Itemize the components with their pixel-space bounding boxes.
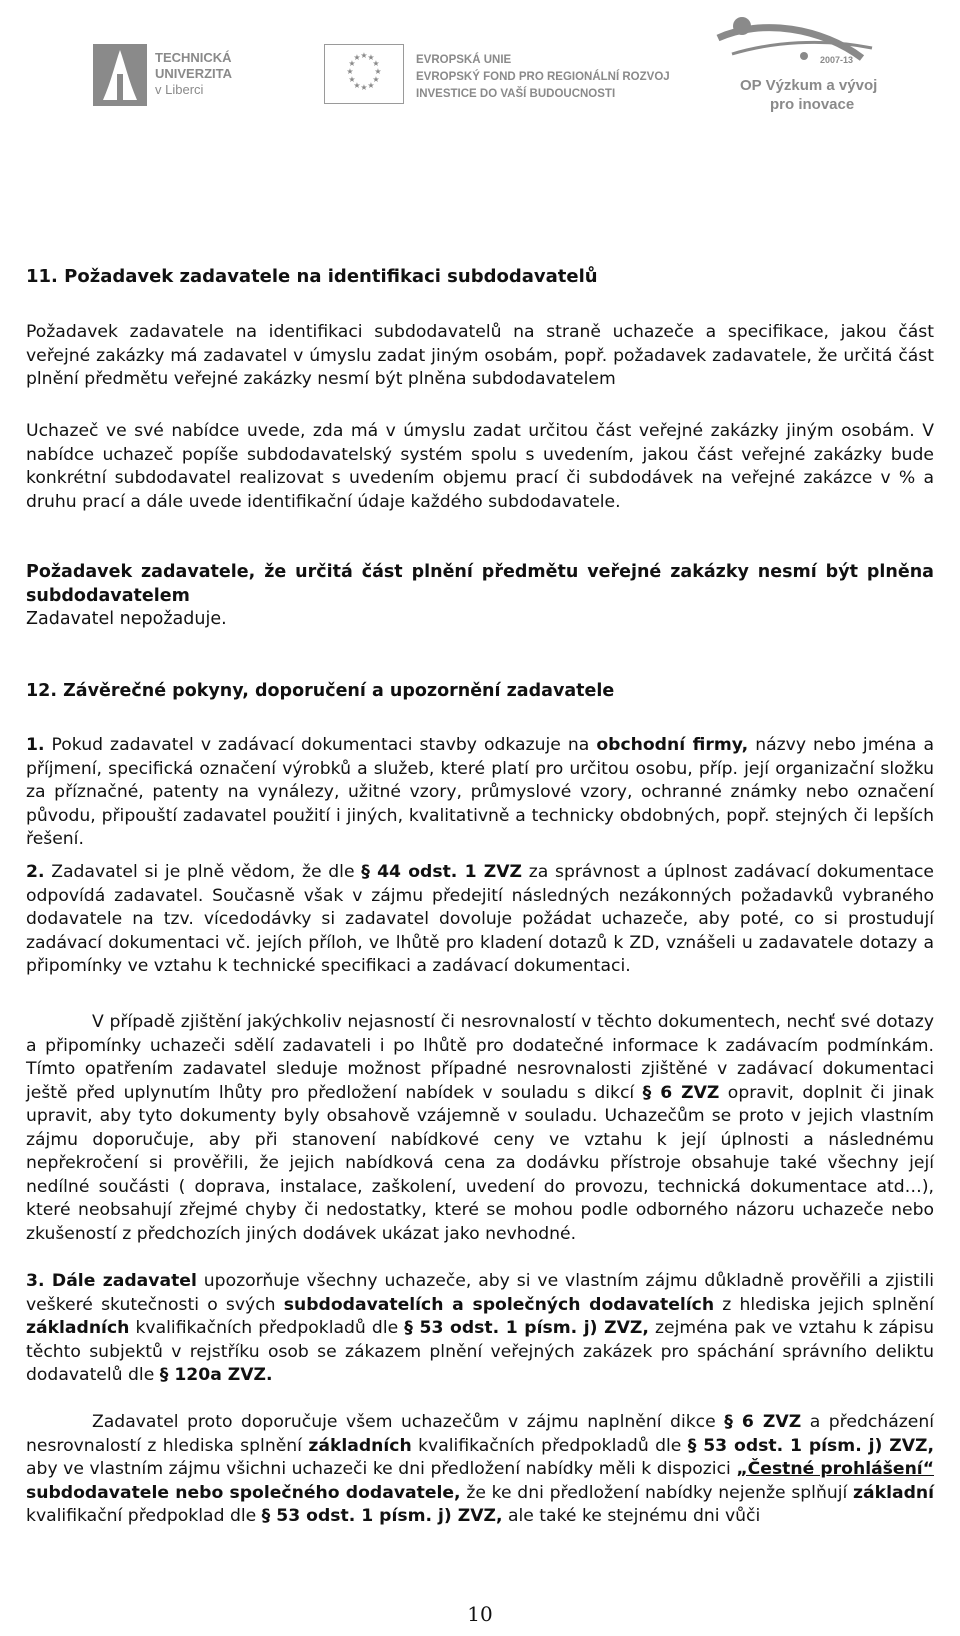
item-1-text-a: Pokud zadavatel v zadávací dokumentaci stavby odkazuje na: [44, 735, 597, 755]
para-4-bold-6: § 53 odst. 1 písm. j) ZVZ,: [261, 1506, 503, 1526]
para-4-bold-2: základních: [308, 1435, 412, 1456]
tul-line1: TECHNICKÁ: [155, 50, 232, 65]
svg-text:★: ★: [360, 51, 368, 60]
item-3-bold-0: Dále zadavatel: [44, 1271, 197, 1291]
item-2-number: 2.: [26, 862, 45, 882]
eu-logo-text: [416, 52, 670, 103]
svg-text:★: ★: [367, 53, 375, 62]
para-4-bold-4: subdodavatele nebo společného dodavatele,: [26, 1482, 461, 1503]
svg-text:★: ★: [353, 81, 361, 90]
para-4-text-c: kvalifikačních předpokladů dle: [411, 1435, 688, 1456]
op-line2: pro inovace: [770, 96, 855, 113]
para-4-text-b: a předcházení nesrovnalostí z hlediska splnění: [26, 1412, 934, 1456]
svg-text:★: ★: [348, 59, 356, 68]
item-3-bold-2: základních: [26, 1318, 130, 1338]
subcontractor-requirement-heading: Požadavek zadavatele, že určitá část plnění předmětu veřejné zakázky nesmí být plněna subdodavatelem: [26, 562, 934, 606]
svg-text:★: ★: [346, 67, 354, 76]
eu-flag-icon: [324, 44, 404, 104]
para-4-text-e: že ke dni předložení nabídky nejenže splňují: [460, 1482, 854, 1503]
para-3-text-a: V případě zjištění jakýchkoliv nejasností či nesrovnalostí v těchto dokumentech, nechť své dotazy a připomínky uchazeči sdělí zadavateli i po lhůtě pro dodatečné informace k zadávacím podmínkám. Tímto opatřením zadavatel sleduje možnost případné nesrovnalosti zjištěné v zadávací dokumentaci ještě před uplynutím lhůty pro předložení nabídek v souladu s dikcí: [26, 1012, 934, 1103]
op-orbit-icon: [712, 8, 892, 78]
item-2-text-b: za správnost a úplnost zadávací dokumentace odpovídá zadavatel. Současně však v zájmu předejití následných nezákonných požadavků vybraného dodavatele na tzv. vícedodávky si zadavatel dovoluje požádat uchazeče, aby poté, co si prostudují zadávací dokumentaci vč. jejích příloh, ve lhůtě pro kladení dotazů k ZD, vznášeli u zadavatele dotazy a připomínky ve vztahu k technické specifikaci a zadávací dokumentaci.: [26, 862, 934, 976]
svg-text:★: ★: [374, 67, 382, 76]
instruction-paragraph-4: [26, 1411, 934, 1529]
svg-text:★: ★: [353, 53, 361, 62]
para-4-bold-3: § 53 odst. 1 písm. j) ZVZ,: [687, 1435, 935, 1456]
op-logo-text: [740, 76, 877, 114]
op-years: 2007-13: [820, 55, 854, 65]
para-4-text-d: aby ve vlastním zájmu všichni uchazeči ke dni předložení nabídky měli k dispozici: [26, 1459, 737, 1479]
para-4-text-f: kvalifikační předpoklad dle: [26, 1506, 262, 1526]
svg-text:★: ★: [367, 81, 375, 90]
para-3-text-b: opravit, doplnit či jinak upravit, aby tyto dokumenty byly obsahově vzájemně v souladu. Uchazečům se proto v jejich vlastním zájmu doporučuje, aby při stanovení nabídkové ceny ve vztahu k její úplnosti a následnému nepřekročení si prověřili, že jejich nabídková cena za dodávku přístroje obsahuje také všechny její nedílné součásti ( doprava, instalace, zaškolení, uvedení do provozu, technická dokumentace atd…), které neobsahují zřejmé chyby či nedostatky, které se mohou podle odborného názoru uchazeče nebo zkušeností z předchozích jiných dodávek ukázat jako nevhodné.: [26, 1082, 934, 1244]
tul-emblem-icon: [93, 44, 147, 106]
svg-text:★: ★: [348, 75, 356, 84]
item-3-text-d: zejména pak ve vztahu k zápisu těchto subjektů v rejstříku osob se zákazem plnění veřejných zakázek pro spáchání správního deliktu dodavatelů dle: [26, 1318, 934, 1385]
item-3-text-a: upozorňuje všechny uchazeče, aby si ve vlastním zájmu důkladně prověřili a zjistili veškeré skutečnosti o svých: [26, 1271, 934, 1315]
header-logos: [0, 0, 960, 160]
instruction-paragraph-3: [26, 1011, 934, 1246]
para-4-bold-5: základní: [853, 1482, 934, 1503]
item-2-bold: § 44 odst. 1 ZVZ: [361, 862, 522, 882]
para-4-bold-1: § 6 ZVZ: [724, 1412, 802, 1432]
tul-logo-text: [155, 50, 232, 98]
para-4-text-a: Zadavatel proto doporučuje všem uchazečům v zájmu naplnění dikce: [92, 1412, 725, 1432]
op-vavpi-logo: [712, 8, 892, 148]
eu-line1: EVROPSKÁ UNIE: [416, 54, 512, 66]
instruction-item-3: [26, 1270, 934, 1388]
item-1-bold: obchodní firmy,: [596, 735, 749, 755]
item-2-text-a: Zadavatel si je plně vědom, že dle: [44, 862, 362, 882]
item-3-bold-4: § 120a ZVZ.: [159, 1365, 273, 1385]
section-11-intro: Požadavek zadavatele na identifikaci subdodavatelů na straně uchazeče a specifikace, jakou část veřejné zakázky má zadavatel v úmyslu zadat jiným osobám, popř. požadavek zadavatele, že určitá část plnění předmětu veřejné zakázky nesmí být plněna subdodavatelem: [26, 322, 934, 389]
page-number: 10: [467, 1602, 493, 1626]
item-3-text-b: z hlediska jejich splnění: [714, 1294, 934, 1315]
item-3-number: 3.: [26, 1271, 45, 1291]
section-11-heading: 11. Požadavek zadavatele na identifikaci subdodavatelů: [26, 266, 598, 287]
instruction-item-1: [26, 734, 934, 852]
para-4-text-g: ale také ke stejnému dni vůči: [502, 1506, 761, 1526]
item-1-text-b: názvy nebo jména a příjmení, specifická označení výrobků a služeb, které platí pro určitou osobu, příp. její organizační složku za příznačné, patenty na vynálezy, užitné vzory, průmyslové vzory, ochranné známky nebo označení původu, připouští zadavatel použití i jiných, kvalitativně a technicky obdobných, popř. stejných či lepších řešení.: [26, 735, 935, 849]
eu-line2: EVROPSKÝ FOND PRO REGIONÁLNÍ ROZVOJ: [416, 71, 670, 83]
item-3-text-c: kvalifikačních předpokladů dle: [129, 1318, 405, 1338]
instruction-item-2: [26, 861, 934, 979]
subcontractor-requirement-answer: Zadavatel nepožaduje.: [26, 609, 227, 629]
svg-text:★: ★: [372, 75, 380, 84]
eu-line3: INVESTICE DO VAŠÍ BUDOUCNOSTI: [416, 88, 616, 100]
item-1-number: 1.: [26, 735, 45, 755]
para-4-underlined: „Čestné prohlášení“: [736, 1459, 934, 1479]
item-3-bold-3: § 53 odst. 1 písm. j) ZVZ,: [404, 1318, 649, 1338]
para-3-bold: § 6 ZVZ: [642, 1082, 720, 1103]
svg-text:★: ★: [360, 83, 368, 92]
op-line1: OP Výzkum a vývoj: [740, 77, 878, 94]
section-12-heading: 12. Závěrečné pokyny, doporučení a upozornění zadavatele: [26, 681, 615, 701]
svg-text:★: ★: [372, 59, 380, 68]
tul-line2: UNIVERZITA: [155, 66, 233, 81]
tul-line3: v Liberci: [155, 82, 204, 97]
item-3-bold-1: subdodavatelích a společných dodavatelích: [283, 1294, 715, 1315]
section-11-body: Uchazeč ve své nabídce uvede, zda má v úmyslu zadat určitou část veřejné zakázky jiným osobám. V nabídce uchazeč popíše subdodavatelský systém spolu s uvedením, jakou část veřejné zakázky bude konkrétní subdodavatel realizovat s uvedením objemu prací či subdodávek na veřejné zakázce v % a druhu prací a dále uvede identifikační údaje každého subdodavatele.: [26, 421, 934, 512]
